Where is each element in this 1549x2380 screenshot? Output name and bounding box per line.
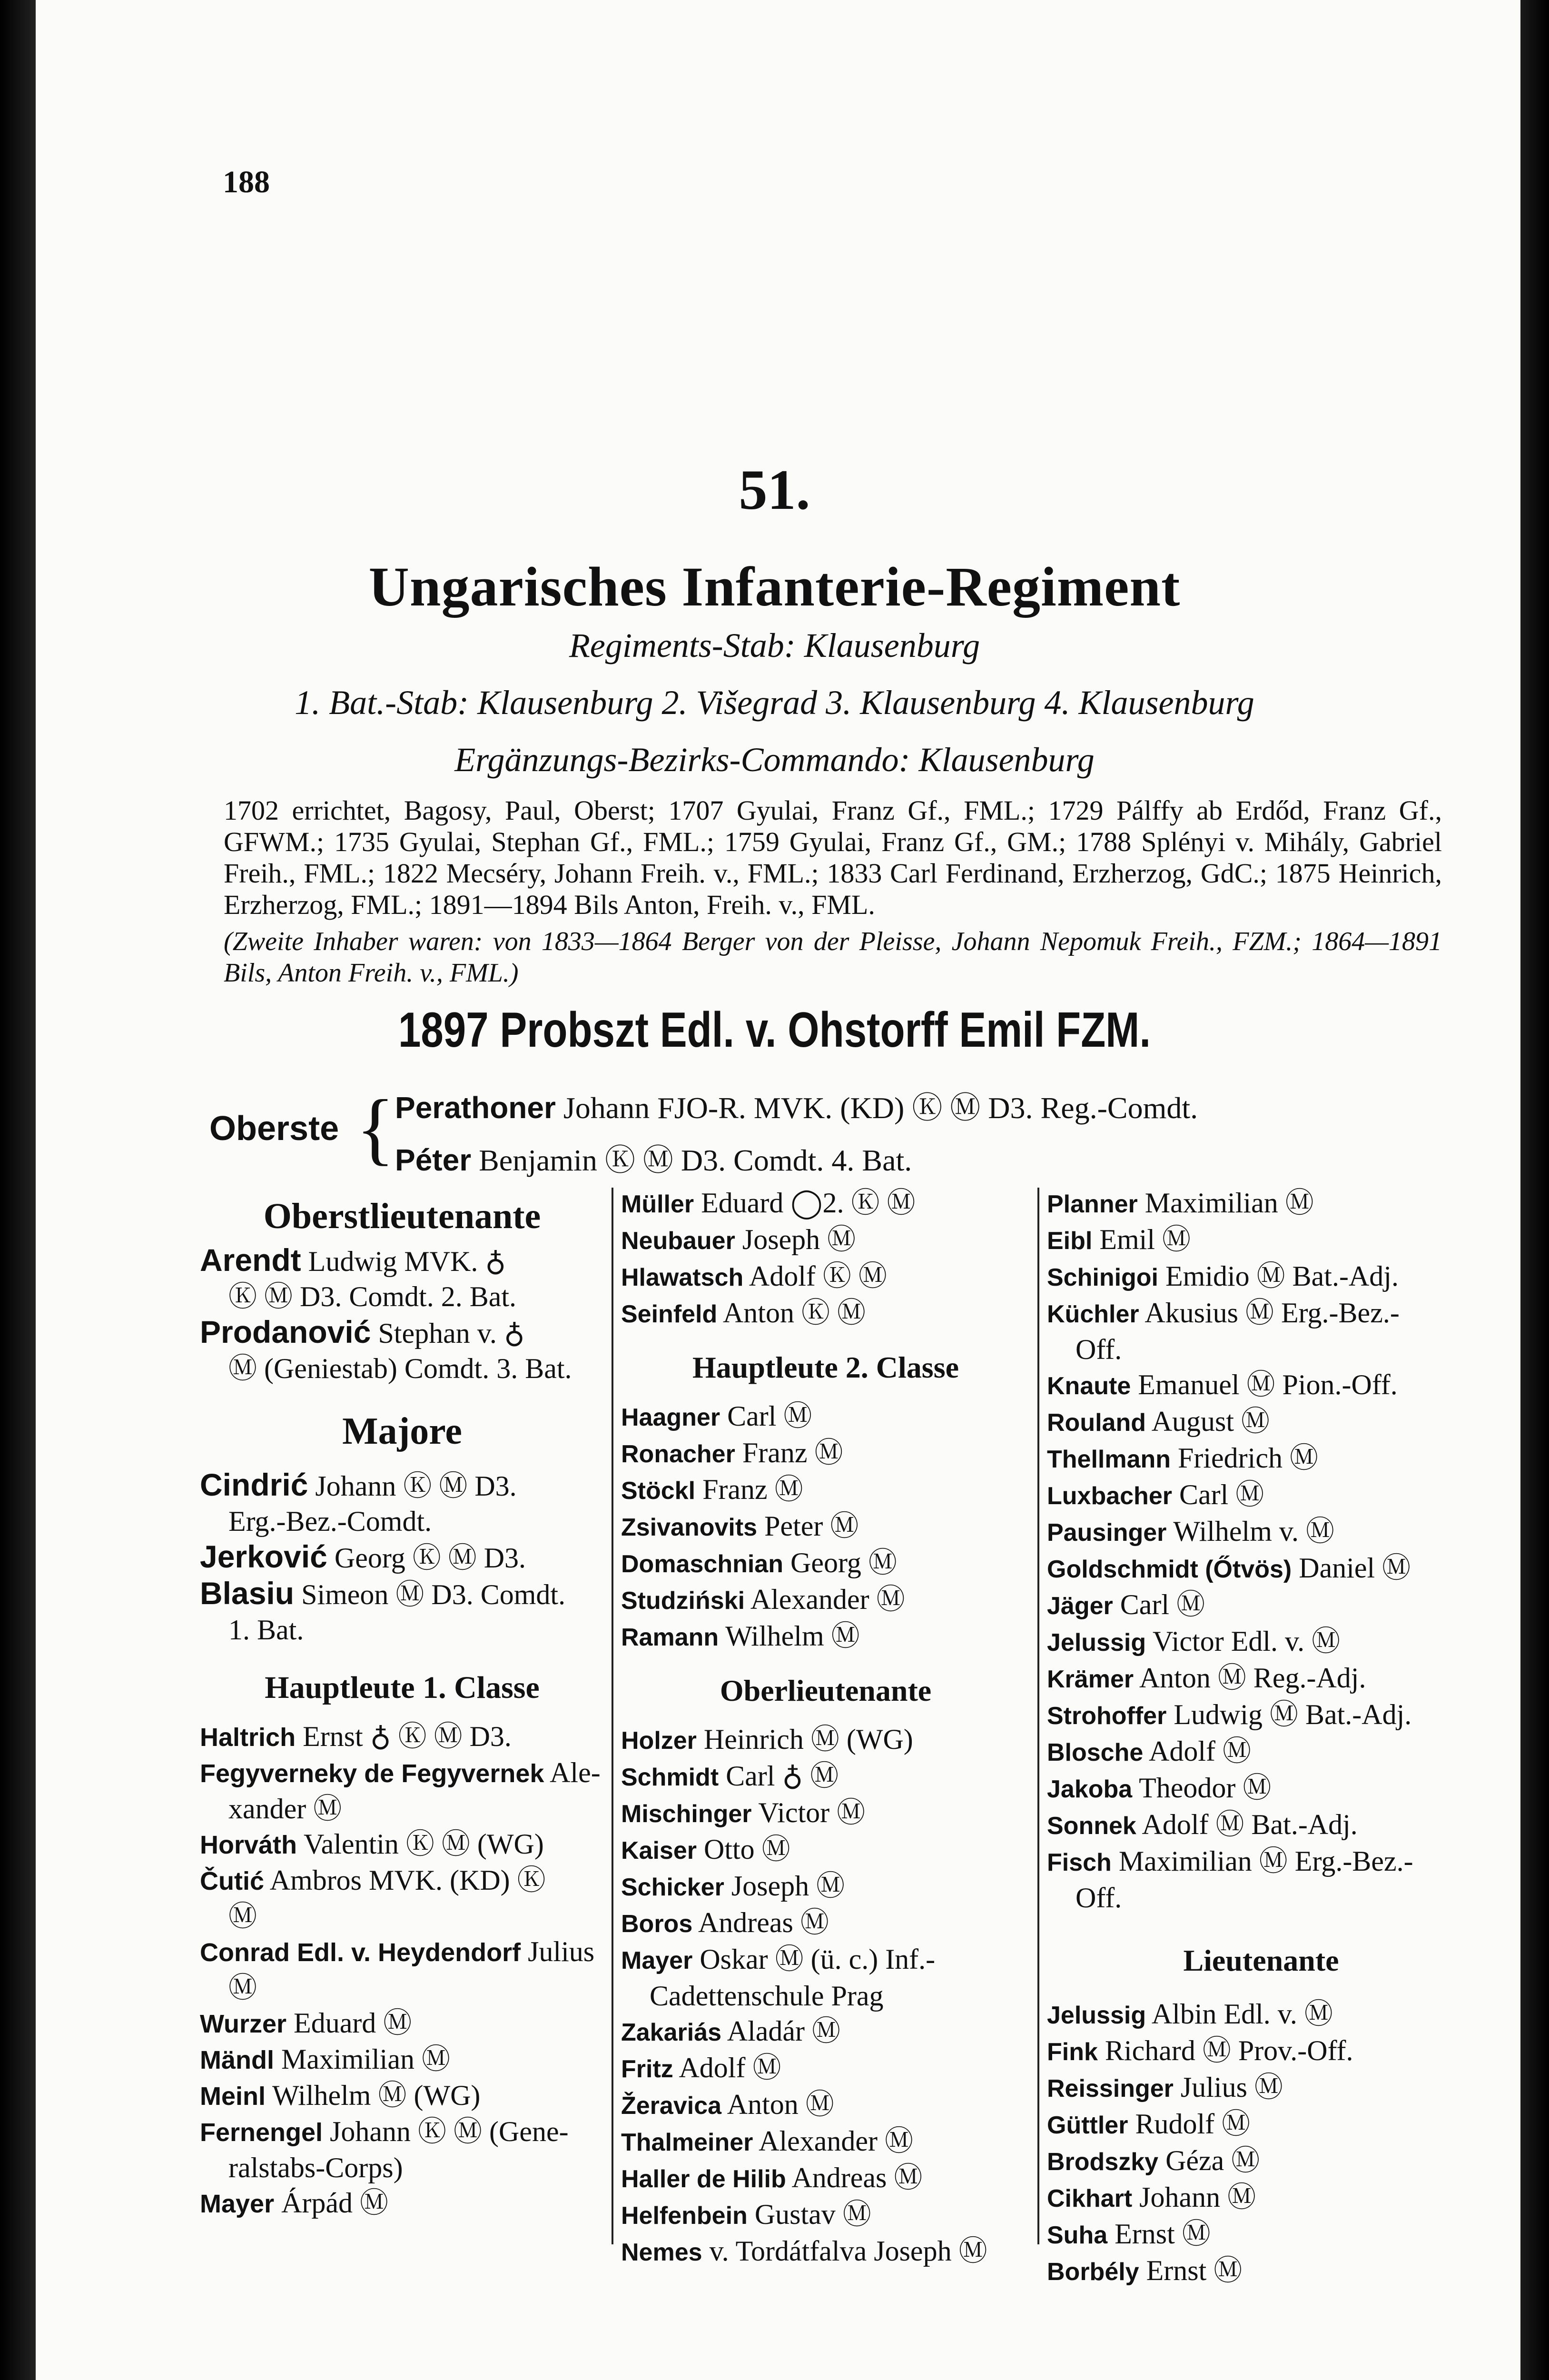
officer-details: Ernst ♁ Ⓚ Ⓜ D3. [303,1721,512,1752]
officer-name: Nemes [621,2239,702,2266]
page-number: 188 [223,165,270,199]
officer-entry [621,1868,1030,1905]
officer-details: Akusius Ⓜ Erg.-Bez.- [1144,1297,1400,1329]
officer-entry [621,1435,1030,1472]
hauptleute-2-heading: Hauptleute 2. Classe [692,1350,959,1384]
officer-entry [200,2078,604,2114]
officer-name: Jelussig [1047,2002,1146,2029]
officer-entry [621,1618,1030,1655]
officer-name: Žeravica [621,2092,722,2120]
officer-name: Stöckl [621,1477,696,1505]
officer-entry [621,1942,1030,1978]
officer-entry [1047,1697,1475,1734]
officer-details: Ale- [550,1757,601,1788]
officer-name: Meinl [200,2082,266,2111]
officer-details: Ernst Ⓜ [1115,2218,1211,2250]
officer-entry [621,1722,1030,1758]
officer-details: Georg Ⓜ [790,1547,897,1578]
officer-details: Adolf Ⓚ Ⓜ [749,1260,887,1292]
officer-name: Thellmann [1047,1446,1171,1473]
officer-details: August Ⓜ [1151,1406,1270,1437]
officer-entry [1047,1844,1475,1880]
officer-details: Emidio Ⓜ Bat.-Adj. [1165,1260,1399,1292]
officer-name: Planner [1047,1190,1138,1218]
officer-entry [621,1295,1030,1332]
officer-details: Alexander Ⓜ [759,2125,913,2157]
officer-entry [200,1826,604,1863]
officer-details: Julius Ⓜ [1180,2072,1283,2103]
officer-entry [1047,1185,1475,1222]
officer-details-cont: Erg.-Bez.-Comdt. [228,1506,432,1537]
oberst-details: Benjamin Ⓚ Ⓜ D3. Comdt. 4. Bat. [479,1143,912,1177]
officer-name: Schicker [621,1874,724,1901]
officer-name: Haller de Hilib [621,2165,786,2193]
officer-details: Valentin Ⓚ Ⓜ (WG) [303,1828,544,1860]
officer-details: Maximilian Ⓜ Erg.-Bez.- [1118,1845,1413,1877]
officer-details: Alexander Ⓜ [750,1584,905,1615]
officer-entry [1047,2143,1475,2180]
battalion-stab: 1. Bat.-Stab: Klausenburg 2. Višegrad 3. Klausenburg 4. Klausenburg [295,684,1254,722]
officer-entry [200,1314,604,1351]
regiment-stab: Regiments-Stab: Klausenburg [569,626,980,664]
officer-details: Joseph Ⓜ [731,1870,845,1902]
officer-name: Haagner [621,1404,720,1431]
officer-entry [621,1398,1030,1435]
officer-entry [621,1472,1030,1508]
officer-details: Julius [528,1936,595,1967]
officer-name: Zsivanovits [621,1514,758,1541]
officer-details: Ludwig MVK. ♁ [308,1246,506,1277]
officer-details: Oskar Ⓜ (ü. c.) Inf.- [700,1944,936,1975]
scan-edge-right [1520,0,1549,2380]
officer-entry [621,1795,1030,1832]
oberste-label: Oberste [209,1110,339,1148]
oberst-name: Perathoner [395,1091,556,1125]
officer-details-cont: Ⓜ [228,1901,257,1932]
oberste-brace: { [356,1083,395,1173]
officer-entry [1047,1477,1475,1514]
officer-details: Wilhelm Ⓜ [725,1620,860,1652]
officer-name: Jelussig [1047,1629,1146,1656]
officer-details: Johann Ⓚ Ⓜ D3. [315,1470,517,1502]
officer-entry [621,1582,1030,1618]
column-divider [612,1188,613,2244]
officer-entry [200,2114,604,2150]
oberst-name: Péter [395,1143,472,1177]
officer-details: v. Tordátfalva Joseph Ⓜ [709,2235,987,2267]
regiment-title: Ungarisches Infanterie-Regiment [368,555,1181,618]
officer-entry [1047,1807,1475,1844]
column-3 [1047,1185,1475,2290]
officer-name: Haltrich [200,1723,296,1752]
officer-entry [200,1863,604,1899]
officer-entry [621,1185,1030,1222]
officer-name: Wurzer [200,2010,287,2038]
officer-details: Andreas Ⓜ [791,2162,923,2193]
officer-entry [621,2013,1030,2050]
officer-entry [200,1719,604,1755]
officer-name: Blasiu [200,1576,295,1611]
officer-name: Jakoba [1047,1775,1133,1803]
officer-details: Victor Ⓜ [758,1797,866,1828]
officer-details: Andreas Ⓜ [698,1907,829,1938]
officer-name: Rouland [1047,1409,1146,1437]
officer-name: Borbély [1047,2258,1139,2286]
hauptleute-2-list [621,1398,1030,1655]
oberstlieutenante-heading: Oberstlieutenante [263,1196,541,1236]
officer-details-cont: Ⓜ [228,1972,257,2003]
officer-name: Fritz [621,2055,673,2083]
officer-details: Adolf Ⓜ Bat.-Adj. [1142,1809,1358,1840]
officer-entry [200,2185,604,2221]
officer-details: Carl Ⓜ [1120,1589,1205,1620]
officer-entry [621,2087,1030,2123]
officer-details: Wilhelm v. Ⓜ [1173,1516,1334,1547]
officer-details: Eduard ◯2. Ⓚ Ⓜ [701,1187,916,1219]
officer-name: Mayer [200,2190,275,2218]
officer-entry [1047,1222,1475,1259]
majore-heading: Majore [342,1410,462,1452]
officer-name: Boros [621,1910,693,1938]
officer-details: Friedrich Ⓜ [1178,1442,1318,1474]
officer-entry [621,1222,1030,1259]
officer-entry [1047,2106,1475,2143]
officer-details-cont: Ⓜ (Geniestab) Comdt. 3. Bat. [228,1353,572,1384]
officer-details: Victor Edl. v. Ⓜ [1153,1626,1341,1657]
officer-entry [621,2233,1030,2270]
officer-details: Maximilian Ⓜ [1144,1187,1314,1219]
officer-details: Johann Ⓜ [1139,2182,1256,2213]
officer-name: Cindrić [200,1467,308,1502]
officer-details-cont: Off. [1075,1334,1122,1365]
officer-name: Pausinger [1047,1519,1167,1547]
officer-name: Schmidt [621,1764,719,1791]
officer-name: Krämer [1047,1666,1134,1693]
officer-entry [200,1576,604,1612]
officer-details: Eduard Ⓜ [294,2007,412,2039]
oberlieutenante-list [621,1722,1030,2270]
officer-entry [1047,1587,1475,1624]
officer-details: Simeon Ⓜ D3. Comdt. [301,1579,566,1610]
officer-details: Ludwig Ⓜ Bat.-Adj. [1174,1699,1412,1730]
officer-details: Aladár Ⓜ [727,2015,840,2047]
officer-name: Horváth [200,1831,297,1859]
officer-entry [1047,1550,1475,1587]
officer-details: Ambros MVK. (KD) Ⓚ [269,1864,546,1896]
officer-name: Reissinger [1047,2075,1174,2102]
officer-details: Wilhelm Ⓜ (WG) [272,2080,481,2111]
lieutenante-heading: Lieutenante [1183,1944,1339,1977]
officer-details: Carl Ⓜ [727,1400,812,1432]
scan-edge-left [0,0,36,2380]
officer-details: Richard Ⓜ Prov.-Off. [1105,2035,1353,2066]
officer-entry [1047,1259,1475,1295]
officer-details: Adolf Ⓜ [1149,1735,1251,1767]
officer-entry [200,2042,604,2078]
officer-entry [200,1539,604,1576]
officer-details-cont: 1. Bat. [228,1614,304,1646]
officer-name: Fernengel [200,2118,323,2147]
officer-name: Arendt [200,1242,301,1278]
officer-details: Joseph Ⓜ [742,1224,856,1255]
officer-name: Ramann [621,1624,719,1651]
officer-name: Čutić [200,1867,264,1895]
officer-entry [200,1467,604,1504]
officer-entry [621,2160,1030,2197]
officer-details: Ernst Ⓜ [1146,2255,1243,2286]
officer-name: Thalmeiner [621,2129,753,2156]
officer-name: Suha [1047,2221,1108,2249]
officer-name: Jerković [200,1539,327,1574]
officer-details: Georg Ⓚ Ⓜ D3. [334,1542,526,1574]
officer-entry [200,1242,604,1279]
officer-name: Fegyverneky de Fegyvernek [200,1759,544,1788]
erganzungs-commando: Ergänzungs-Bezirks-Commando: Klausenburg [454,741,1095,779]
hauptleute-1-heading: Hauptleute 1. Classe [265,1670,540,1705]
officer-name: Studziński [621,1587,745,1615]
officer-name: Müller [621,1190,694,1218]
officer-name: Ronacher [621,1440,735,1468]
lieutenante-list [1047,1996,1475,2290]
officer-details: Anton Ⓚ Ⓜ [722,1297,866,1329]
officer-name: Holzer [621,1727,697,1755]
officer-entry [1047,1440,1475,1477]
officer-details: Géza Ⓜ [1165,2145,1260,2176]
column-1 [200,1190,604,2221]
officer-details: Carl ♁ Ⓜ [726,1760,839,1792]
regiment-history: 1702 errichtet, Bagosy, Paul, Oberst; 1707 Gyulai, Franz Gf., FML.; 1729 Pálffy ab Erdőd, Franz Gf., GFWM.; 1735 Gyulai, Stephan Gf., FML.; 1759 Gyulai, Franz Gf., GM.; 1788 Splényi v. Mihály, Gabriel Freih., FML.; 1822 Mecséry, Johann Freih. v., FML.; 1833 Carl Ferdinand, Erzherzog, GdC.; 1875 Heinrich, Erzherzog, FML.; 1891—1894 Bils Anton, Freih. v., FML. [224,795,1442,920]
officer-name: Knaute [1047,1372,1131,1400]
officer-details: Heinrich Ⓜ (WG) [703,1724,913,1755]
officer-name: Conrad Edl. v. Heydendorf [200,1938,521,1967]
officer-entry [1047,1367,1475,1404]
officer-entry [1047,1295,1475,1332]
regiment-number: 51. [739,458,810,521]
officer-name: Luxbacher [1047,1482,1172,1510]
officer-entry [621,1832,1030,1868]
officer-name: Kaiser [621,1837,697,1864]
officer-details: Maximilian Ⓜ [281,2043,450,2075]
officer-name: Seinfeld [621,1300,718,1328]
officer-entry [200,1755,604,1791]
officer-entry [1047,1734,1475,1770]
officer-name: Mändl [200,2046,274,2074]
officer-entry [621,1259,1030,1295]
officer-name: Fink [1047,2038,1098,2066]
officer-details: Otto Ⓜ [704,1834,790,1865]
officer-entry [1047,2070,1475,2106]
hauptleute-1-list [200,1719,604,2221]
oberst-entry [395,1142,912,1178]
officer-entry [621,1758,1030,1795]
officer-details: Carl Ⓜ [1179,1479,1264,1510]
officer-entry [200,2005,604,2042]
officer-name: Güttler [1047,2112,1128,2139]
oberlieutenante-heading: Oberlieutenante [720,1674,932,1707]
officer-name: Mischinger [621,1800,752,1828]
officer-entry [1047,1514,1475,1550]
column-2 [621,1185,1030,2270]
officer-details: Anton Ⓜ [727,2089,834,2120]
officer-name: Strohoffer [1047,1702,1167,1730]
officer-details: Daniel Ⓜ [1299,1552,1411,1584]
officer-name: Cikhart [1047,2185,1133,2212]
officer-details: Emanuel Ⓜ Pion.-Off. [1138,1369,1398,1400]
officer-entry [621,1905,1030,1942]
regiment-owner: 1897 Probszt Edl. v. Ohstorff Emil FZM. [398,1002,1151,1058]
officer-details: Árpád Ⓜ [281,2187,389,2219]
officer-entry [621,1545,1030,1582]
officer-details: Stephan v. ♁ [378,1318,525,1349]
officer-details-cont: Ⓚ Ⓜ D3. Comdt. 2. Bat. [228,1281,517,1312]
officer-details-cont: Cadettenschule Prag [650,1980,884,2012]
oberst-details: Johann FJO-R. MVK. (KD) Ⓚ Ⓜ D3. Reg.-Comdt. [563,1091,1198,1125]
officer-name: Domaschnian [621,1550,783,1578]
officer-entry [1047,1770,1475,1807]
officer-entry [200,1934,604,1970]
officer-details: Theodor Ⓜ [1139,1772,1272,1804]
officer-details-cont: ralstabs-Corps) [228,2152,403,2183]
oberst-entry [395,1090,1198,1126]
hauptleute-1-cont-list [621,1185,1030,1332]
officer-entry [621,2123,1030,2160]
column-divider [1037,1188,1039,2244]
officer-name: Mayer [621,1947,693,1974]
officer-details: Franz Ⓜ [702,1474,803,1505]
officer-entry [1047,1660,1475,1697]
officer-name: Blosche [1047,1739,1144,1766]
officer-entry [1047,2253,1475,2290]
officer-details: Johann Ⓚ Ⓜ (Gene- [330,2116,569,2147]
second-owners: (Zweite Inhaber waren: von 1833—1864 Berger von der Pleisse, Johann Nepomuk Freih., FZM.; 1864—1891 Bils, Anton Freih. v., FML.) [224,927,1442,988]
officer-entry [1047,2033,1475,2070]
officer-name: Hlawatsch [621,1264,744,1291]
oberlieutenante-cont-list [1047,1185,1475,1915]
officer-name: Helfenbein [621,2202,748,2230]
officer-entry [1047,1404,1475,1440]
officer-entry [1047,1996,1475,2033]
officer-details: Rudolf Ⓜ [1135,2108,1251,2140]
officer-entry [1047,2216,1475,2253]
officer-entry [1047,2180,1475,2216]
officer-name: Brodszky [1047,2148,1159,2176]
officer-details: Adolf Ⓜ [679,2052,781,2083]
officer-name: Goldschmidt (Őtvös) [1047,1556,1292,1583]
officer-details: Emil Ⓜ [1099,1224,1191,1255]
officer-details: Gustav Ⓜ [754,2199,871,2230]
officer-details: Anton Ⓜ Reg.-Adj. [1139,1662,1366,1694]
officer-details: Peter Ⓜ [764,1510,859,1542]
officer-name: Fisch [1047,1849,1112,1876]
officer-details-cont: Off. [1075,1882,1122,1914]
officer-name: Schinigoi [1047,1264,1158,1291]
officer-entry [621,1508,1030,1545]
officer-entry [621,2050,1030,2087]
officer-entry [1047,1624,1475,1660]
officer-name: Prodanović [200,1314,371,1349]
officer-entry [621,2197,1030,2233]
officer-details: Franz Ⓜ [742,1437,843,1468]
officer-details: Albin Edl. v. Ⓜ [1151,1998,1333,2030]
officer-name: Sonnek [1047,1812,1136,1840]
officer-name: Eibl [1047,1227,1093,1255]
officer-name: Jäger [1047,1592,1113,1620]
officer-name: Zakariás [621,2019,722,2046]
officer-details-cont: xander Ⓜ [228,1793,342,1825]
officer-name: Küchler [1047,1300,1139,1328]
officer-name: Neubauer [621,1227,735,1255]
